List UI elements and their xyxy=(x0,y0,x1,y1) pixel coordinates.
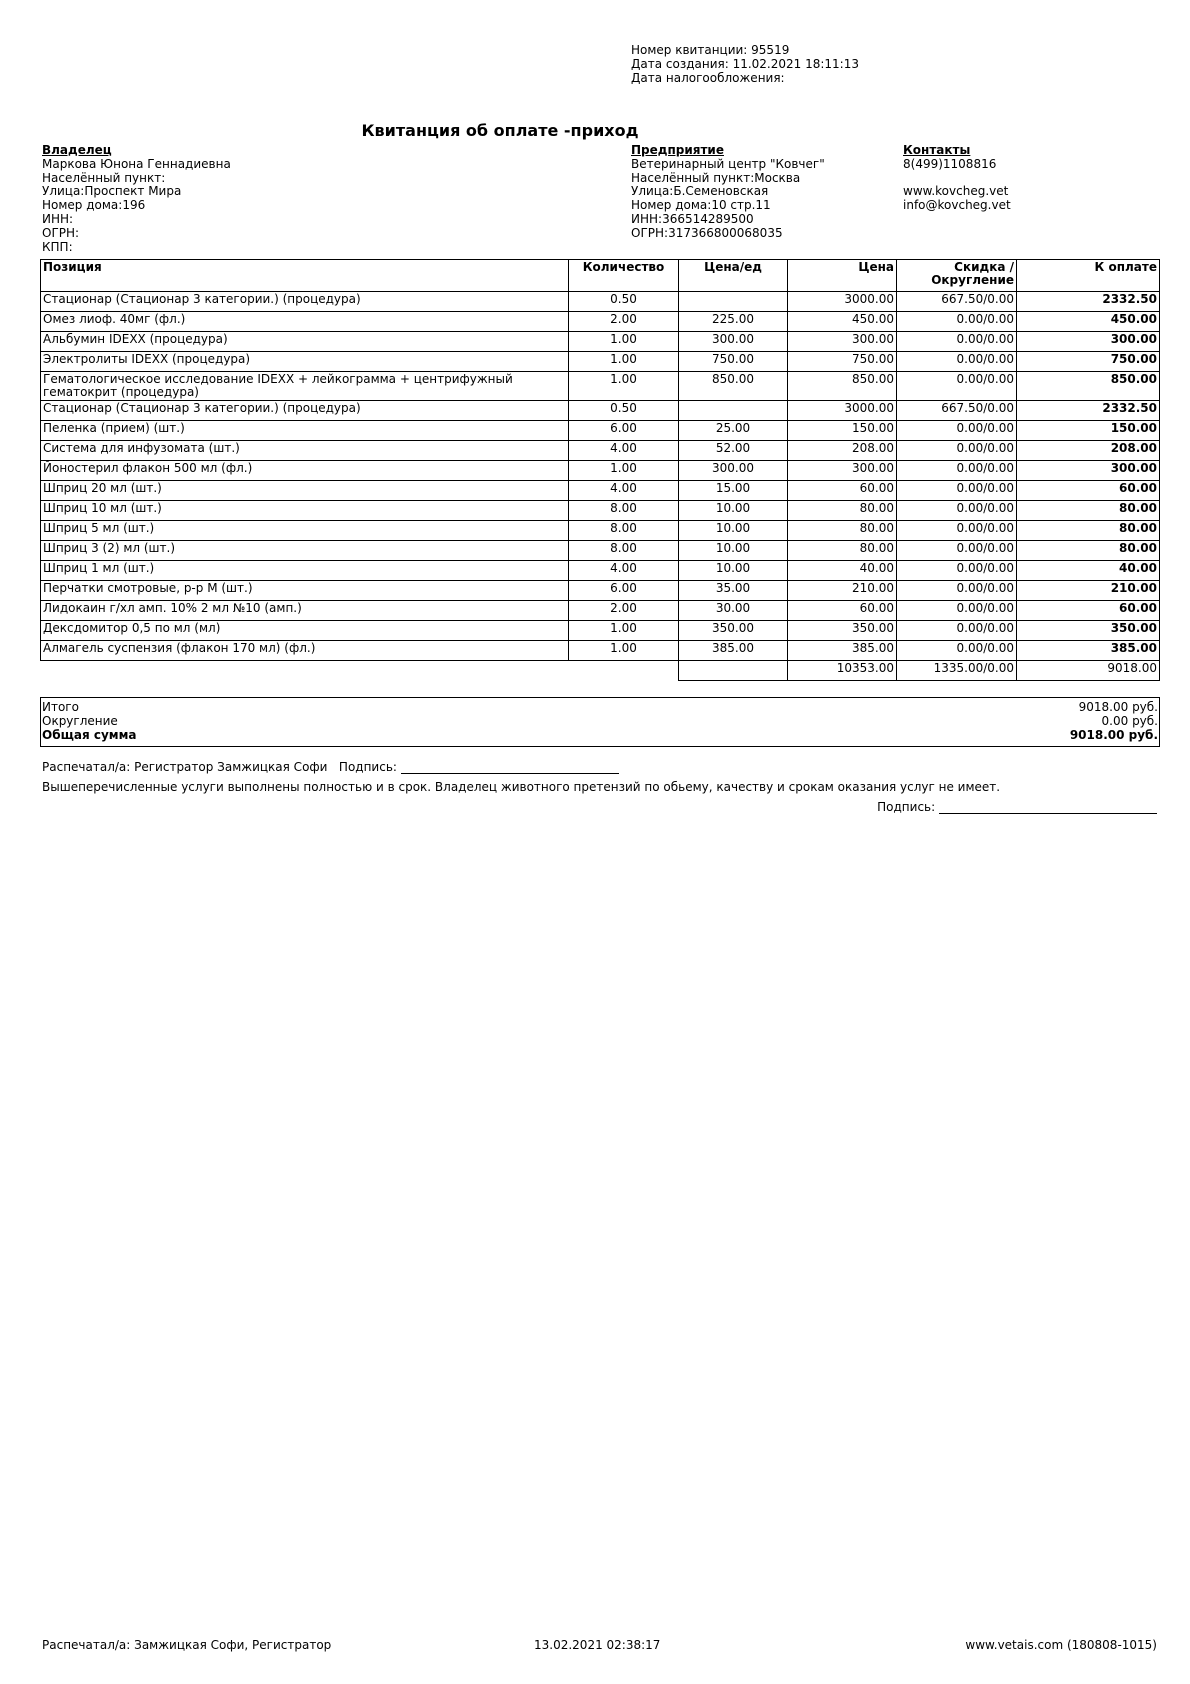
item-price: 3000.00 xyxy=(788,401,897,421)
table-row xyxy=(41,601,1160,621)
item-price: 60.00 xyxy=(788,481,897,501)
item-position: Стационар (Стационар 3 категории.) (процедура) xyxy=(41,292,569,312)
item-price: 850.00 xyxy=(788,372,897,401)
item-price: 3000.00 xyxy=(788,292,897,312)
item-qty: 1.00 xyxy=(569,372,679,401)
item-position: Стационар (Стационар 3 категории.) (процедура) xyxy=(41,401,569,421)
item-to-pay: 2332.50 xyxy=(1017,292,1160,312)
item-discount: 667.50/0.00 xyxy=(897,401,1017,421)
item-price: 80.00 xyxy=(788,521,897,541)
summary-rounding-row xyxy=(42,714,1158,728)
item-discount: 0.00/0.00 xyxy=(897,641,1017,661)
item-price: 300.00 xyxy=(788,332,897,352)
item-to-pay: 208.00 xyxy=(1017,441,1160,461)
item-unit-price: 25.00 xyxy=(679,421,788,441)
item-price: 300.00 xyxy=(788,461,897,481)
item-price: 385.00 xyxy=(788,641,897,661)
item-position: Алмагель суспензия (флакон 170 мл) (фл.) xyxy=(41,641,569,661)
table-row xyxy=(41,581,1160,601)
table-row xyxy=(41,332,1160,352)
owner-line: КПП: xyxy=(42,239,73,254)
summary-rounding-label: Округление xyxy=(42,714,118,728)
table-total-row xyxy=(41,661,1160,681)
item-unit-price: 30.00 xyxy=(679,601,788,621)
item-unit-price: 300.00 xyxy=(679,332,788,352)
table-row xyxy=(41,621,1160,641)
item-qty: 6.00 xyxy=(569,421,679,441)
item-qty: 1.00 xyxy=(569,621,679,641)
item-qty: 4.00 xyxy=(569,561,679,581)
table-row xyxy=(41,541,1160,561)
owner-line: Номер дома:196 xyxy=(42,198,146,213)
summary-total-label: Итого xyxy=(42,700,79,714)
item-to-pay: 80.00 xyxy=(1017,541,1160,561)
item-to-pay: 350.00 xyxy=(1017,621,1160,641)
contacts-heading: Контакты xyxy=(903,143,971,157)
item-position: Электролиты IDEXX (процедура) xyxy=(41,352,569,372)
receipt-meta xyxy=(631,43,859,85)
item-qty: 1.00 xyxy=(569,641,679,661)
item-unit-price: 350.00 xyxy=(679,621,788,641)
item-position: Омез лиоф. 40мг (фл.) xyxy=(41,312,569,332)
item-discount: 0.00/0.00 xyxy=(897,372,1017,401)
table-row xyxy=(41,441,1160,461)
item-qty: 8.00 xyxy=(569,501,679,521)
contact-phone: 8(499)1108816 xyxy=(903,156,997,171)
item-qty: 8.00 xyxy=(569,541,679,561)
item-price: 210.00 xyxy=(788,581,897,601)
item-position: Лидокаин г/хл амп. 10% 2 мл №10 (амп.) xyxy=(41,601,569,621)
table-header-row xyxy=(41,260,1160,292)
item-price: 208.00 xyxy=(788,441,897,461)
item-to-pay: 450.00 xyxy=(1017,312,1160,332)
item-to-pay: 385.00 xyxy=(1017,641,1160,661)
table-row xyxy=(41,521,1160,541)
item-position: Шприц 5 мл (шт.) xyxy=(41,521,569,541)
owner-line: Населённый пункт: xyxy=(42,170,166,185)
signature-line xyxy=(401,761,619,774)
owner-signature xyxy=(877,800,1157,814)
item-position: Перчатки смотровые, р-р M (шт.) xyxy=(41,581,569,601)
company-line: Ветеринарный центр "Ковчег" xyxy=(631,156,825,171)
owner-line: Маркова Юнона Геннадиевна xyxy=(42,156,231,171)
table-row xyxy=(41,312,1160,332)
item-price: 60.00 xyxy=(788,601,897,621)
items-table xyxy=(40,259,1160,681)
footer-printed-by: Распечатал/а: Замжицкая Софи, Регистратор xyxy=(42,1638,332,1652)
item-to-pay: 2332.50 xyxy=(1017,401,1160,421)
item-unit-price: 850.00 xyxy=(679,372,788,401)
item-to-pay: 210.00 xyxy=(1017,581,1160,601)
item-to-pay: 60.00 xyxy=(1017,481,1160,501)
item-position: Йоностерил флакон 500 мл (фл.) xyxy=(41,461,569,481)
item-position: Система для инфузомата (шт.) xyxy=(41,441,569,461)
contact-email: info@kovcheg.vet xyxy=(903,198,1011,213)
contacts-block xyxy=(903,144,1011,213)
item-to-pay: 300.00 xyxy=(1017,461,1160,481)
signature-label: Подпись: xyxy=(338,760,397,774)
item-discount: 0.00/0.00 xyxy=(897,561,1017,581)
owner-signature-line xyxy=(939,801,1157,814)
page-title: Квитанция об оплате -приход xyxy=(361,121,639,140)
contact-website: www.kovcheg.vet xyxy=(903,184,1009,199)
item-unit-price: 10.00 xyxy=(679,561,788,581)
total-blank xyxy=(41,661,569,681)
col-to-pay: К оплате xyxy=(1017,260,1160,292)
item-unit-price: 52.00 xyxy=(679,441,788,461)
table-row xyxy=(41,292,1160,312)
item-price: 80.00 xyxy=(788,501,897,521)
item-unit-price: 10.00 xyxy=(679,521,788,541)
item-unit-price xyxy=(679,401,788,421)
item-to-pay: 300.00 xyxy=(1017,332,1160,352)
item-position: Альбумин IDEXX (процедура) xyxy=(41,332,569,352)
item-position: Шприц 10 мл (шт.) xyxy=(41,501,569,521)
item-discount: 0.00/0.00 xyxy=(897,441,1017,461)
owner-line: ИНН: xyxy=(42,211,74,226)
company-line: Номер дома:10 стр.11 xyxy=(631,198,771,213)
company-line: Населённый пункт:Москва xyxy=(631,170,801,185)
summary-box xyxy=(40,697,1160,747)
company-heading: Предприятие xyxy=(631,143,724,157)
item-unit-price: 300.00 xyxy=(679,461,788,481)
col-qty: Количество xyxy=(569,260,679,292)
item-qty: 6.00 xyxy=(569,581,679,601)
contact-blank xyxy=(903,172,1011,186)
table-row xyxy=(41,401,1160,421)
item-price: 80.00 xyxy=(788,541,897,561)
col-position: Позиция xyxy=(41,260,569,292)
item-discount: 0.00/0.00 xyxy=(897,541,1017,561)
disclaimer-note: Вышеперечисленные услуги выполнены полностью и в срок. Владелец животного претензий по обьему, качеству и срокам оказания услуг не имеет. xyxy=(42,780,1001,794)
footer-source: www.vetais.com (180808-1015) xyxy=(965,1638,1157,1652)
table-row xyxy=(41,481,1160,501)
item-unit-price: 15.00 xyxy=(679,481,788,501)
item-to-pay: 60.00 xyxy=(1017,601,1160,621)
item-qty: 1.00 xyxy=(569,332,679,352)
item-position: Шприц 20 мл (шт.) xyxy=(41,481,569,501)
col-price: Цена xyxy=(788,260,897,292)
total-price: 10353.00 xyxy=(788,661,897,681)
summary-total-value: 9018.00 руб. xyxy=(1078,700,1158,714)
col-unit-price: Цена/ед xyxy=(679,260,788,292)
table-row xyxy=(41,372,1160,401)
item-discount: 0.00/0.00 xyxy=(897,581,1017,601)
summary-grand-row xyxy=(42,728,1158,742)
total-discount: 1335.00/0.00 xyxy=(897,661,1017,681)
item-unit-price: 385.00 xyxy=(679,641,788,661)
creation-date: Дата создания: 11.02.2021 18:11:13 xyxy=(631,57,859,71)
item-position: Пеленка (прием) (шт.) xyxy=(41,421,569,441)
item-discount: 0.00/0.00 xyxy=(897,621,1017,641)
item-to-pay: 750.00 xyxy=(1017,352,1160,372)
item-discount: 0.00/0.00 xyxy=(897,332,1017,352)
company-line: Улица:Б.Семеновская xyxy=(631,184,769,199)
item-position: Шприц 3 (2) мл (шт.) xyxy=(41,541,569,561)
item-qty: 1.00 xyxy=(569,461,679,481)
item-qty: 2.00 xyxy=(569,312,679,332)
table-row xyxy=(41,461,1160,481)
item-to-pay: 850.00 xyxy=(1017,372,1160,401)
total-empty-cell xyxy=(679,661,788,681)
item-discount: 0.00/0.00 xyxy=(897,312,1017,332)
item-price: 750.00 xyxy=(788,352,897,372)
company-line: ИНН:366514289500 xyxy=(631,211,754,226)
item-qty: 4.00 xyxy=(569,481,679,501)
item-price: 350.00 xyxy=(788,621,897,641)
item-discount: 0.00/0.00 xyxy=(897,352,1017,372)
printed-by: Распечатал/а: Регистратор Замжицкая Софи xyxy=(42,760,328,774)
item-price: 450.00 xyxy=(788,312,897,332)
footer-timestamp: 13.02.2021 02:38:17 xyxy=(534,1638,661,1652)
item-qty: 1.00 xyxy=(569,352,679,372)
summary-total-row xyxy=(42,700,1158,714)
total-to-pay: 9018.00 xyxy=(1017,661,1160,681)
item-discount: 0.00/0.00 xyxy=(897,461,1017,481)
taxation-date: Дата налогообложения: xyxy=(631,71,785,85)
item-position: Дексдомитор 0,5 по мл (мл) xyxy=(41,621,569,641)
item-discount: 0.00/0.00 xyxy=(897,481,1017,501)
item-unit-price: 35.00 xyxy=(679,581,788,601)
item-to-pay: 150.00 xyxy=(1017,421,1160,441)
item-discount: 0.00/0.00 xyxy=(897,421,1017,441)
item-price: 150.00 xyxy=(788,421,897,441)
item-to-pay: 40.00 xyxy=(1017,561,1160,581)
item-qty: 4.00 xyxy=(569,441,679,461)
col-discount xyxy=(897,260,1017,292)
owner-heading: Владелец xyxy=(42,143,112,157)
item-discount: 0.00/0.00 xyxy=(897,601,1017,621)
item-qty: 2.00 xyxy=(569,601,679,621)
table-row xyxy=(41,501,1160,521)
item-unit-price: 10.00 xyxy=(679,501,788,521)
table-row xyxy=(41,421,1160,441)
item-qty: 0.50 xyxy=(569,401,679,421)
owner-block xyxy=(42,144,231,254)
table-row xyxy=(41,352,1160,372)
item-to-pay: 80.00 xyxy=(1017,521,1160,541)
item-qty: 0.50 xyxy=(569,292,679,312)
item-discount: 0.00/0.00 xyxy=(897,501,1017,521)
item-unit-price xyxy=(679,292,788,312)
receipt-number: Номер квитанции: 95519 xyxy=(631,43,790,57)
printed-by-line xyxy=(42,760,619,774)
item-unit-price: 225.00 xyxy=(679,312,788,332)
company-line: ОГРН:317366800068035 xyxy=(631,225,783,240)
item-to-pay: 80.00 xyxy=(1017,501,1160,521)
item-qty: 8.00 xyxy=(569,521,679,541)
item-unit-price: 10.00 xyxy=(679,541,788,561)
table-row xyxy=(41,561,1160,581)
col-discount-label: Скидка / xyxy=(954,260,1014,274)
summary-rounding-value: 0.00 руб. xyxy=(1101,714,1158,728)
item-unit-price: 750.00 xyxy=(679,352,788,372)
item-price: 40.00 xyxy=(788,561,897,581)
item-position: Гематологическое исследование IDEXX + лейкограмма + центрифужный гематокрит (процедура) xyxy=(41,372,569,401)
summary-grand-value: 9018.00 руб. xyxy=(1069,728,1158,742)
item-discount: 0.00/0.00 xyxy=(897,521,1017,541)
summary-grand-label: Общая сумма xyxy=(42,728,137,742)
total-blank xyxy=(569,661,679,681)
item-discount: 667.50/0.00 xyxy=(897,292,1017,312)
company-block xyxy=(631,144,825,241)
owner-signature-label: Подпись: xyxy=(877,800,936,814)
table-row xyxy=(41,641,1160,661)
col-rounding-label: Округление xyxy=(931,273,1014,287)
item-position: Шприц 1 мл (шт.) xyxy=(41,561,569,581)
owner-line: Улица:Проспект Мира xyxy=(42,184,182,199)
owner-line: ОГРН: xyxy=(42,225,80,240)
